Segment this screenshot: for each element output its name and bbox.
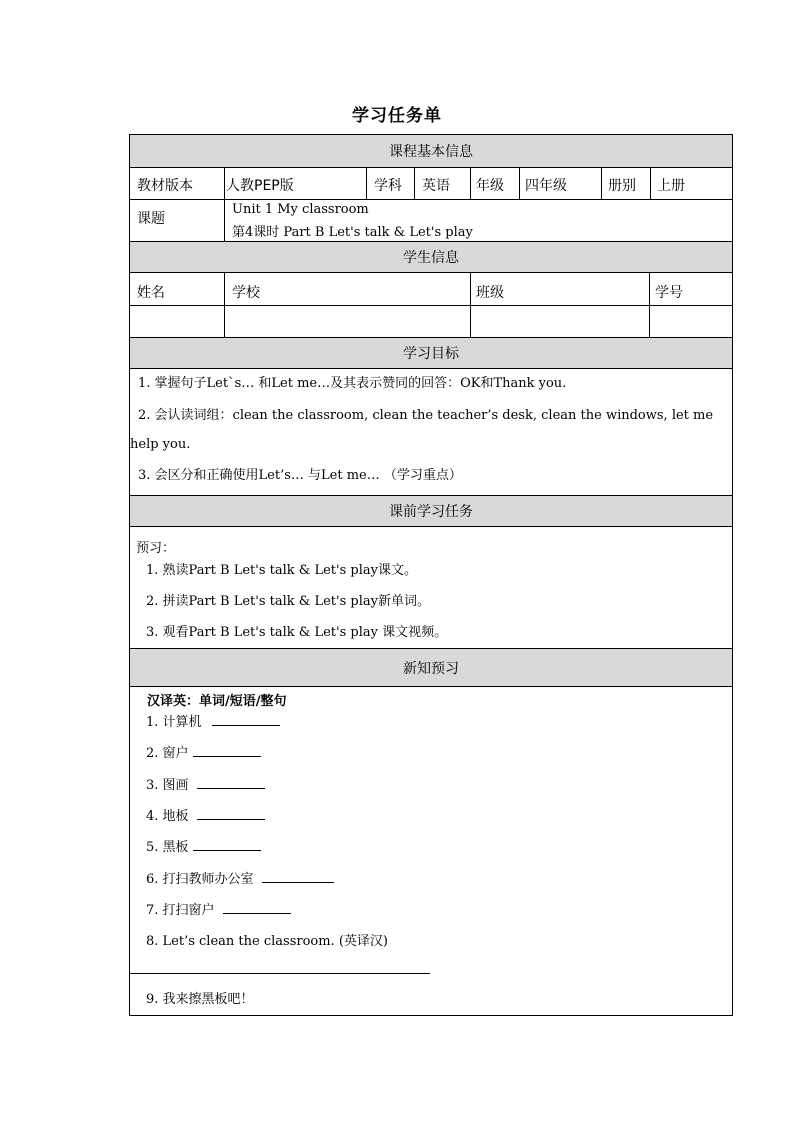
name-label: 姓名 bbox=[137, 285, 165, 301]
grade-value: 四年级 bbox=[525, 178, 567, 194]
answer-blank[interactable] bbox=[193, 742, 261, 757]
section-header-student-info: 学生信息 bbox=[130, 242, 732, 273]
answer-blank[interactable] bbox=[193, 836, 261, 851]
answer-blank[interactable] bbox=[212, 711, 280, 726]
student-id-label: 学号 bbox=[655, 285, 683, 301]
col-divider bbox=[224, 167, 225, 241]
col-divider bbox=[519, 167, 520, 199]
exercise-prompt: 7. 打扫窗户 bbox=[146, 903, 215, 918]
subject-value: 英语 bbox=[422, 178, 450, 194]
volume-label: 册别 bbox=[608, 178, 636, 194]
exercise-item-4 bbox=[146, 805, 265, 824]
section-header-new-knowledge: 新知预习 bbox=[130, 649, 732, 687]
name-field[interactable] bbox=[131, 306, 223, 336]
section-header-preclass-tasks: 课前学习任务 bbox=[130, 496, 732, 527]
col-divider bbox=[414, 167, 415, 199]
exercise-item-7 bbox=[146, 899, 291, 918]
answer-blank[interactable] bbox=[262, 868, 334, 883]
exercise-item-9: 9. 我来擦黑板吧！ bbox=[146, 992, 254, 1007]
exercise-prompt: 5. 黑板 bbox=[146, 840, 189, 855]
exercise-item-6 bbox=[146, 868, 334, 887]
topic-lesson: 第4课时 Part B Let's talk & Let's play bbox=[232, 225, 473, 240]
exercise-prompt: 2. 窗户 bbox=[146, 746, 189, 761]
exercise-prompt: 3. 图画 bbox=[146, 778, 189, 793]
exercise-item-8: 8. Let’s clean the classroom. (英译汉) bbox=[146, 934, 388, 949]
preclass-task: 1. 熟读Part B Let's talk & Let's play课文。 bbox=[146, 563, 417, 578]
translation-instruction: 汉译英：单词/短语/整句 bbox=[147, 694, 287, 709]
exercise-item-1 bbox=[146, 711, 280, 730]
row-divider bbox=[130, 199, 732, 200]
preclass-task: 2. 拼读Part B Let's talk & Let's play新单词。 bbox=[146, 594, 430, 609]
answer-blank[interactable] bbox=[197, 774, 265, 789]
topic-label: 课题 bbox=[137, 211, 165, 227]
school-field[interactable] bbox=[225, 306, 469, 336]
grade-label: 年级 bbox=[476, 178, 504, 194]
section-header-learning-goals: 学习目标 bbox=[130, 338, 732, 369]
goal-1: 1. 掌握句子Let`s… 和Let me…及其表示赞同的回答：OK和Thank you. bbox=[138, 376, 567, 391]
subject-label: 学科 bbox=[374, 178, 402, 194]
answer-blank[interactable] bbox=[223, 899, 291, 914]
student-id-field[interactable] bbox=[650, 306, 731, 336]
class-field[interactable] bbox=[471, 306, 648, 336]
exercise-item-5 bbox=[146, 836, 261, 855]
col-divider bbox=[470, 167, 471, 199]
class-label: 班级 bbox=[476, 285, 504, 301]
exercise-item-3 bbox=[146, 774, 265, 793]
section-header-course-info: 课程基本信息 bbox=[130, 135, 732, 168]
col-divider bbox=[601, 167, 602, 199]
textbook-label: 教材版本 bbox=[137, 178, 193, 194]
exercise-prompt: 6. 打扫教师办公室 bbox=[146, 872, 254, 887]
answer-line-item-8[interactable] bbox=[130, 973, 430, 974]
goal-2-line-2: help you. bbox=[130, 437, 191, 452]
col-divider bbox=[650, 167, 651, 199]
document-title: 学习任务单 bbox=[352, 106, 442, 126]
task-sheet-table bbox=[129, 134, 733, 1016]
preclass-task: 3. 观看Part B Let's talk & Let's play 课文视频。 bbox=[146, 625, 448, 640]
volume-value: 上册 bbox=[657, 178, 685, 194]
goal-3: 3. 会区分和正确使用Let’s… 与Let me… （学习重点） bbox=[138, 468, 462, 483]
answer-blank[interactable] bbox=[197, 805, 265, 820]
topic-unit: Unit 1 My classroom bbox=[232, 202, 369, 217]
goal-2-line-1: 2. 会认读词组：clean the classroom, clean the teacher’s desk, clean the windows, let me bbox=[138, 408, 714, 423]
exercise-prompt: 1. 计算机 bbox=[146, 715, 202, 730]
textbook-value: 人教PEP版 bbox=[226, 178, 294, 194]
col-divider bbox=[366, 167, 367, 199]
exercise-prompt: 4. 地板 bbox=[146, 809, 189, 824]
preview-label: 预习： bbox=[136, 541, 176, 556]
school-label: 学校 bbox=[232, 285, 260, 301]
exercise-item-2 bbox=[146, 742, 261, 761]
